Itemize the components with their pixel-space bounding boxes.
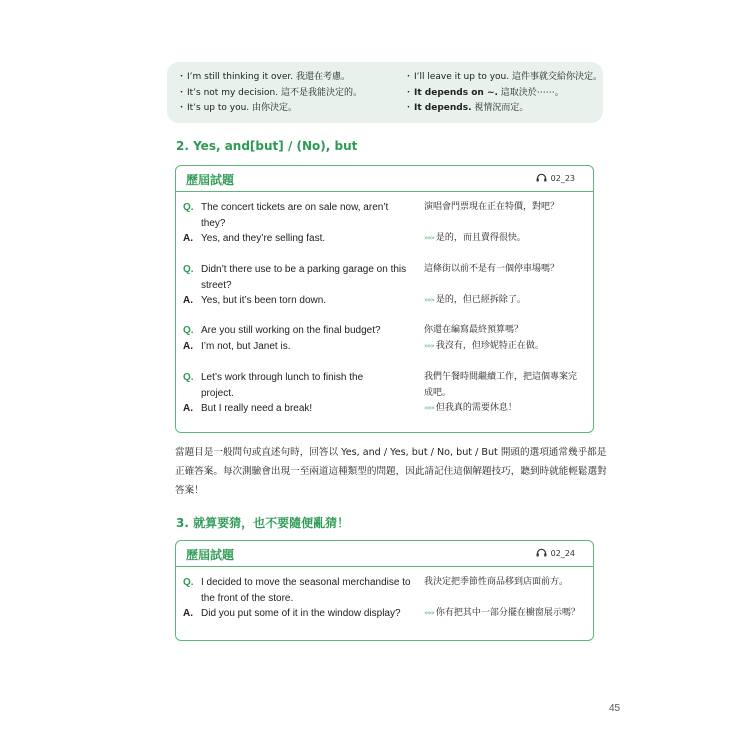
question-mark-label: Q. (183, 372, 194, 383)
question-text: Didn’t there use to be a parking garage on this (201, 264, 407, 275)
headphone-icon (536, 548, 547, 557)
phrase-line: ・It’s not my decision. 這不是我能決定的。 (177, 87, 362, 98)
answer-text: Did you put some of it in the window display? (201, 608, 401, 619)
answer-mark-label: A. (183, 295, 193, 306)
question-line (183, 323, 423, 339)
answer-translation: 我沒有，但珍妮特正在做。 (435, 340, 544, 351)
arrow-icon: »»» (424, 341, 434, 350)
qa-english (183, 323, 423, 354)
qa-chinese (424, 200, 589, 216)
question-line (183, 200, 423, 216)
answer-translation-line (424, 401, 589, 417)
qa-english (183, 262, 423, 309)
qa-chinese (424, 323, 589, 339)
qa-english (183, 370, 423, 417)
section-title-3: 3. 就算要猜，也不要隨便亂猜！ (176, 516, 350, 530)
question-text: I decided to move the seasonal merchandise to (201, 577, 411, 588)
qa-chinese (424, 575, 589, 591)
question-mark-label: Q. (183, 577, 194, 588)
exam-box-title: 歷屆試題 (186, 548, 235, 562)
question-translation: 這條街以前不是有一個停車場嗎？ (424, 264, 560, 274)
answer-line (183, 231, 423, 247)
qa-english (183, 200, 423, 247)
answer-mark-label: A. (183, 608, 193, 619)
arrow-icon: »»» (424, 609, 434, 617)
audio-track: 02_24 (536, 548, 575, 558)
section-title-2: 2. Yes, and[but] / (No), but (176, 139, 358, 153)
exam-box-header (176, 541, 593, 567)
audio-track: 02_23 (536, 173, 575, 183)
answer-text: But I really need a break! (201, 403, 313, 414)
answer-mark-label: A. (183, 340, 193, 352)
arrow-icon: »»» (424, 234, 434, 242)
phrase-line: ・It depends on ~. 這取決於⋯⋯。 (404, 87, 564, 98)
answer-translation: 是的，而且賣得很快。 (435, 233, 526, 243)
answer-line (183, 293, 423, 309)
phrase-line: ・It depends. 視情況而定。 (404, 103, 529, 113)
phrase-box (167, 62, 603, 123)
question-text: Are you still working on the final budget? (201, 325, 381, 336)
answer-text: I’m not, but Janet is. (201, 340, 291, 352)
answer-mark-label: A. (183, 403, 193, 414)
answer-text: Yes, and they’re selling fast. (201, 233, 326, 244)
answer-line (183, 339, 423, 355)
phrase-column-left (177, 70, 362, 117)
question-text: Let’s work through lunch to finish the (201, 372, 364, 383)
question-mark-label: Q. (183, 325, 194, 336)
qa-chinese (424, 370, 589, 401)
question-mark-label: Q. (183, 202, 194, 213)
question-translation-continuation: 成吧。 (424, 387, 452, 398)
answer-mark-label: A. (183, 233, 193, 244)
answer-translation: 你有把其中一部分擺在櫥窗展示嗎？ (435, 608, 580, 618)
phrase-column-right (404, 70, 602, 117)
question-line (183, 575, 423, 591)
question-translation: 我們午餐時間繼續工作，把這個專案完 (424, 372, 578, 382)
answer-translation-line (424, 606, 589, 622)
answer-text: Yes, but it’s been torn down. (201, 295, 327, 306)
question-mark-label: Q. (183, 264, 194, 275)
question-line (183, 370, 423, 386)
headphone-icon (536, 173, 547, 182)
answer-translation-line (424, 339, 589, 355)
question-continuation: street? (201, 279, 232, 291)
question-continuation: the front of the store. (201, 592, 294, 604)
phrase-line: ・It’s up to you. 由你決定。 (177, 103, 298, 113)
exam-box-title: 歷屆試題 (186, 173, 235, 187)
answer-translation-line (424, 293, 589, 309)
phrase-line: ・I’m still thinking it over. 我還在考慮。 (177, 72, 351, 82)
answer-translation-line (424, 231, 589, 247)
explanation-paragraph: 當題目是一般問句或直述句時，回答以 Yes, and / Yes, but / No, but / But 開頭的選項通常幾乎都是正確答案。每次測驗會出現一至兩道這種類型的問題，因此請記住這個解題技巧，聽到時就能輕鬆選對答案！ (175, 447, 607, 496)
arrow-icon: »»» (424, 296, 434, 304)
question-translation: 演唱會門票現在正在特價，對吧？ (424, 202, 560, 212)
arrow-icon: »»» (424, 404, 434, 412)
question-line (183, 262, 423, 278)
phrase-line: ・I’ll leave it up to you. 這件事就交給你決定。 (404, 72, 602, 82)
answer-translation: 但我真的需要休息！ (435, 403, 517, 413)
question-continuation: they? (201, 217, 226, 229)
question-translation: 我決定把季節性商品移到店面前方。 (424, 577, 569, 587)
answer-translation: 是的，但已經拆除了。 (435, 295, 526, 305)
question-text: The concert tickets are on sale now, aren’t (201, 202, 389, 213)
answer-line (183, 401, 423, 417)
exam-box-header (176, 166, 593, 192)
answer-line (183, 606, 423, 622)
question-continuation: project. (201, 387, 234, 399)
question-translation: 你還在編寫最終預算嗎？ (424, 325, 524, 335)
qa-english (183, 575, 423, 622)
qa-chinese (424, 262, 589, 278)
page-number: 45 (609, 703, 621, 714)
